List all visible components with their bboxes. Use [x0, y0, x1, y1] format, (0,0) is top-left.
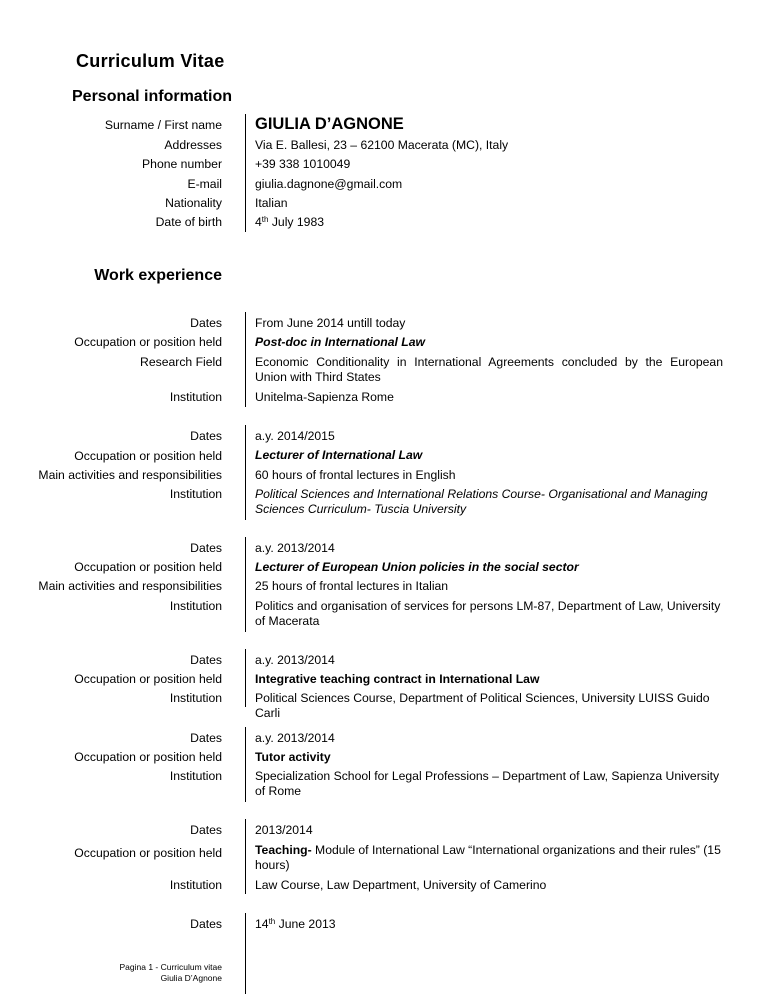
- label-dates: Dates: [190, 316, 222, 330]
- label-dates: Dates: [190, 917, 222, 931]
- personal-information-heading: Personal information: [72, 88, 233, 105]
- occupation-rest: Module of International Law “International organizations and their rules” (15 hours): [255, 843, 721, 872]
- entry-occupation: Integrative teaching contract in International Law: [255, 672, 540, 686]
- entry-dates: a.y. 2013/2014: [255, 653, 335, 667]
- entry-main-activities: 60 hours of frontal lectures in English: [255, 468, 456, 482]
- label-dates: Dates: [190, 823, 222, 837]
- entry-occupation: Tutor activity: [255, 750, 331, 764]
- entry-occupation: Post-doc in International Law: [255, 335, 425, 349]
- label-institution: Institution: [169, 691, 222, 705]
- entry-dates: From June 2014 untill today: [255, 316, 406, 330]
- date-of-birth-value: [255, 215, 723, 230]
- entry-institution: Political Sciences Course, Department of Political Sciences, University LUISS Guido Carli: [255, 691, 710, 720]
- email-value: giulia.dagnone@gmail.com: [255, 177, 403, 191]
- label-email: E-mail: [187, 177, 222, 191]
- label-occupation: Occupation or position held: [74, 335, 222, 349]
- label-phone: Phone number: [142, 157, 222, 171]
- entry-occupation: [255, 843, 723, 873]
- vertical-rule: [245, 727, 246, 802]
- vertical-rule: [245, 819, 246, 894]
- label-occupation: Occupation or position held: [74, 846, 222, 860]
- label-dates: Dates: [190, 731, 222, 745]
- work-experience-heading: Work experience: [94, 267, 222, 284]
- vertical-rule: [245, 312, 246, 407]
- label-institution: Institution: [169, 769, 222, 783]
- label-occupation: Occupation or position held: [74, 449, 222, 463]
- occupation-bold-prefix: Teaching-: [255, 843, 312, 857]
- phone-value: +39 338 1010049: [255, 157, 351, 171]
- entry-main-activities: 25 hours of frontal lectures in Italian: [255, 579, 449, 593]
- vertical-rule: [245, 537, 246, 632]
- entry-institution: Unitelma-Sapienza Rome: [255, 390, 394, 404]
- dates-rest: June 2013: [275, 917, 336, 931]
- dob-rest: July 1983: [268, 215, 325, 229]
- vertical-rule: [245, 913, 246, 994]
- label-dates: Dates: [190, 541, 222, 555]
- address-value: Via E. Ballesi, 23 – 62100 Macerata (MC), Italy: [255, 138, 509, 152]
- label-occupation: Occupation or position held: [74, 750, 222, 764]
- entry-dates: a.y. 2013/2014: [255, 541, 335, 555]
- full-name: GIULIA D’AGNONE: [255, 115, 404, 133]
- footer-author: Giulia D’Agnone: [160, 973, 222, 983]
- page-footer: [60, 962, 222, 984]
- label-occupation: Occupation or position held: [74, 672, 222, 686]
- entry-institution: Specialization School for Legal Professions – Department of Law, Sapienza University of Rome: [255, 769, 720, 798]
- entry-dates: a.y. 2014/2015: [255, 429, 335, 443]
- vertical-rule: [245, 649, 246, 707]
- label-institution: Institution: [169, 390, 222, 404]
- entry-occupation: Lecturer of European Union policies in the social sector: [255, 560, 579, 574]
- label-main-activities: Main activities and responsibilities: [38, 579, 222, 593]
- entry-dates: [255, 917, 723, 932]
- vertical-rule: [245, 114, 246, 232]
- label-name: Surname / First name: [104, 118, 222, 132]
- dob-suffix: th: [261, 215, 269, 224]
- label-nationality: Nationality: [165, 196, 222, 210]
- nationality-value: Italian: [255, 196, 288, 210]
- dates-day: 14: [255, 917, 269, 931]
- label-dates: Dates: [190, 429, 222, 443]
- label-address: Addresses: [164, 138, 222, 152]
- label-institution: Institution: [169, 878, 222, 892]
- vertical-rule: [245, 425, 246, 520]
- footer-page-label: Pagina 1 - Curriculum vitae: [119, 962, 222, 972]
- label-institution: Institution: [169, 487, 222, 501]
- label-research-field: Research Field: [140, 355, 222, 369]
- dates-suffix: th: [268, 917, 276, 926]
- label-main-activities: Main activities and responsibilities: [38, 468, 222, 482]
- dob-day: 4: [255, 215, 262, 229]
- entry-occupation: Lecturer of International Law: [255, 448, 423, 462]
- entry-institution: Law Course, Law Department, University of Camerino: [255, 878, 547, 892]
- label-dates: Dates: [190, 653, 222, 667]
- label-occupation: Occupation or position held: [74, 560, 222, 574]
- entry-institution: Political Sciences and International Relations Course- Organisational and Managing Sciences Curriculum- Tuscia University: [255, 487, 708, 516]
- entry-dates: a.y. 2013/2014: [255, 731, 335, 745]
- entry-institution: Politics and organisation of services for persons LM-87, Department of Law, University of Macerata: [255, 599, 721, 628]
- label-institution: Institution: [169, 599, 222, 613]
- label-date-of-birth: Date of birth: [155, 215, 222, 229]
- entry-research-field: Economic Conditionality in International Agreements concluded by the European Union with Third States: [255, 355, 723, 384]
- document-title: Curriculum Vitae: [76, 51, 225, 71]
- entry-dates: 2013/2014: [255, 823, 313, 837]
